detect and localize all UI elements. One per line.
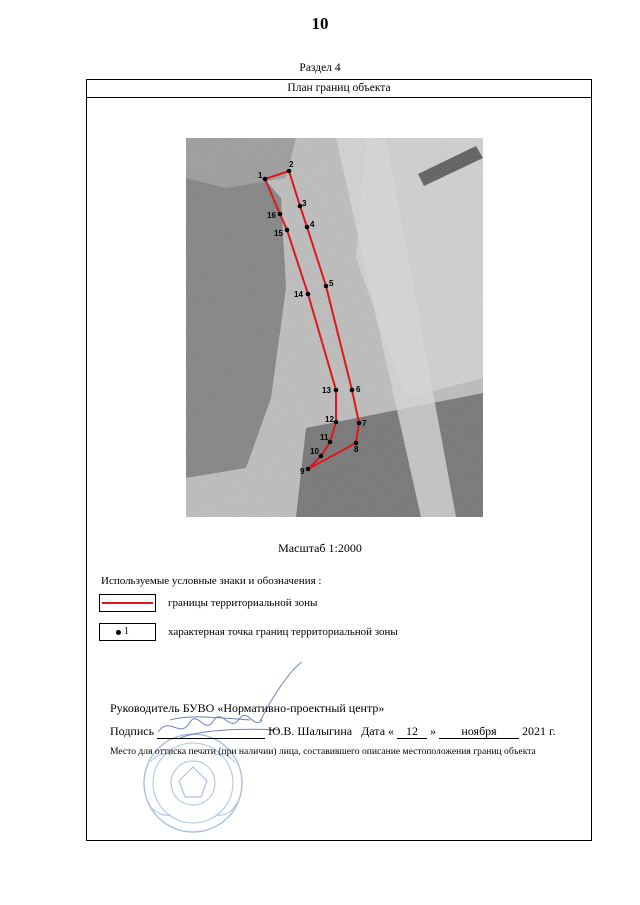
point-label-4: 4 bbox=[310, 220, 315, 229]
date-year: 2021 г. bbox=[522, 724, 556, 738]
point-15 bbox=[285, 228, 290, 233]
legend-symbol-boundary-line bbox=[99, 594, 156, 612]
point-label-1: 1 bbox=[258, 171, 263, 180]
point-14 bbox=[306, 292, 311, 297]
point-dot-sample-label: 1 bbox=[124, 626, 129, 637]
point-label-8: 8 bbox=[354, 445, 359, 454]
section-title: Раздел 4 bbox=[299, 62, 341, 74]
point-label-2: 2 bbox=[289, 160, 294, 169]
point-dot-sample bbox=[116, 630, 121, 635]
signer-name: Ю.В. Шалыгина bbox=[268, 724, 353, 738]
aerial-map bbox=[186, 138, 483, 517]
head-position-line: Руководитель БУВО «Нормативно-проектный центр» bbox=[110, 701, 385, 715]
point-label-15: 15 bbox=[274, 229, 283, 238]
date-day: 12 bbox=[397, 725, 427, 739]
plan-header: План границ объекта bbox=[86, 79, 592, 98]
map-texture bbox=[186, 138, 483, 517]
point-label-14: 14 bbox=[294, 290, 303, 299]
map-scale: Масштаб 1:2000 bbox=[278, 541, 362, 555]
legend-text-boundary: границы территориальной зоны bbox=[168, 597, 318, 609]
point-label-16: 16 bbox=[267, 211, 276, 220]
point-16 bbox=[278, 212, 283, 217]
point-13 bbox=[334, 388, 339, 393]
page-number: 10 bbox=[311, 14, 329, 33]
legend-text-point: характерная точка границ территориальной зоны bbox=[168, 626, 398, 638]
point-2 bbox=[287, 169, 292, 174]
date-quote-close: » bbox=[430, 724, 437, 738]
point-9 bbox=[306, 467, 311, 472]
legend-title: Используемые условные знаки и обозначения : bbox=[101, 575, 322, 587]
point-label-13: 13 bbox=[322, 386, 331, 395]
point-label-3: 3 bbox=[302, 199, 307, 208]
point-label-6: 6 bbox=[356, 385, 361, 394]
signature-underline bbox=[157, 725, 265, 739]
signature-line bbox=[110, 724, 556, 739]
point-label-10: 10 bbox=[310, 447, 319, 456]
point-label-9: 9 bbox=[300, 467, 305, 476]
point-4 bbox=[305, 225, 310, 230]
date-label: Дата « bbox=[361, 724, 395, 738]
point-1 bbox=[263, 177, 268, 182]
point-label-12: 12 bbox=[325, 415, 334, 424]
boundary-line-sample bbox=[102, 602, 153, 604]
date-month: ноября bbox=[439, 725, 519, 739]
point-6 bbox=[350, 388, 355, 393]
point-7 bbox=[357, 421, 362, 426]
point-10 bbox=[319, 454, 324, 459]
point-5 bbox=[324, 284, 329, 289]
point-label-5: 5 bbox=[329, 279, 334, 288]
stamp-place-note: Место для оттиска печати (при наличии) лица, составившего описание местоположения границ объекта bbox=[110, 746, 536, 757]
point-label-7: 7 bbox=[362, 419, 367, 428]
signature-label: Подпись bbox=[110, 724, 155, 738]
legend-symbol-point bbox=[99, 623, 156, 641]
point-label-11: 11 bbox=[320, 433, 329, 442]
point-12 bbox=[334, 420, 339, 425]
